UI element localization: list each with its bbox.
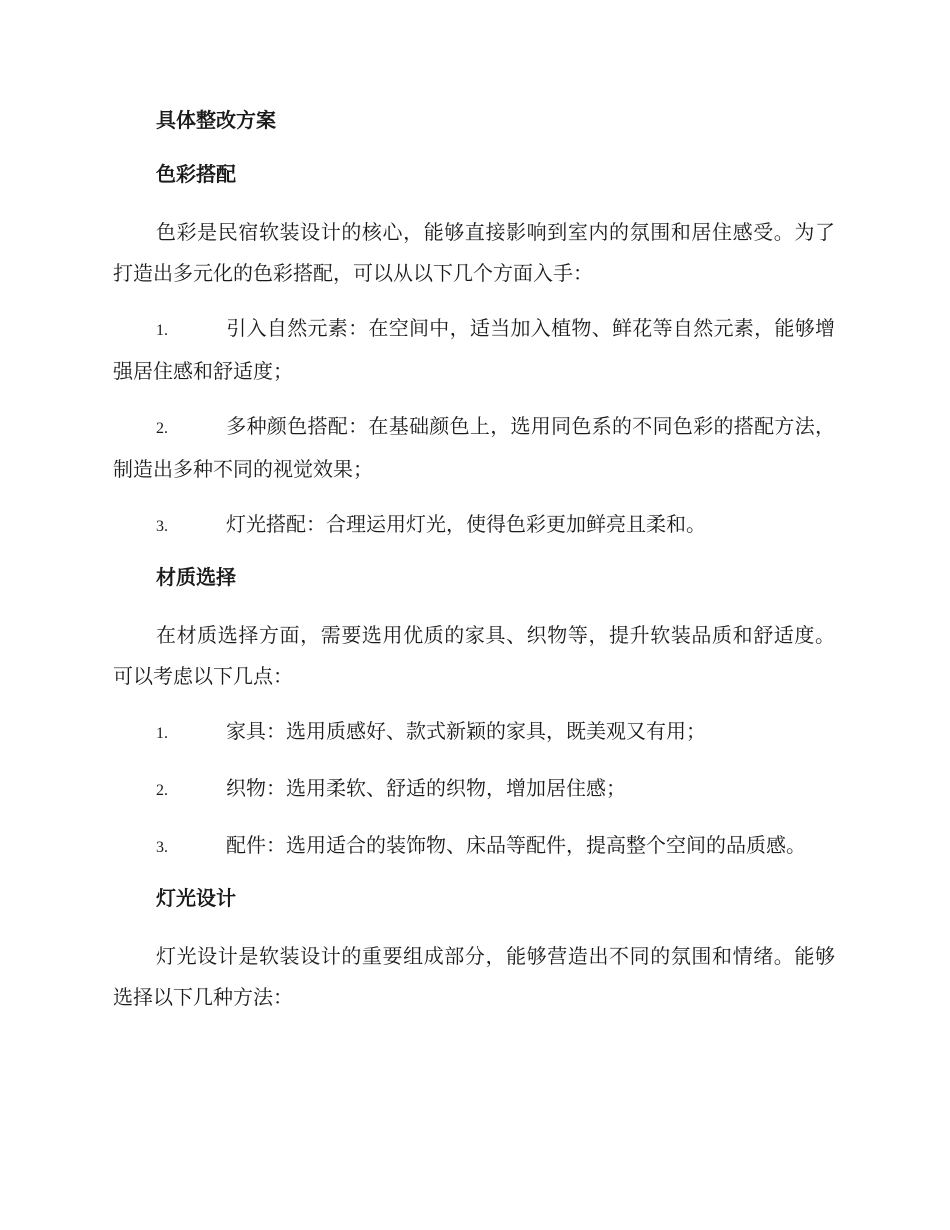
section-heading-plan: 具体整改方案 bbox=[156, 108, 276, 132]
lighting-intro-paragraph: 灯光设计是软装设计的重要组成部分，能够营造出不同的氛围和情绪。能够选择以下几种方法： bbox=[113, 944, 835, 1009]
list-text: 配件：选用适合的装饰物、床品等配件，提高整个空间的品质感。 bbox=[226, 833, 806, 857]
list-item bbox=[113, 406, 835, 490]
list-number: 2. bbox=[156, 420, 168, 437]
list-text: 多种颜色搭配：在基础颜色上，选用同色系的不同色彩的搭配方法，制造出多种不同的视觉效果； bbox=[113, 414, 835, 481]
list-item bbox=[113, 711, 835, 754]
list-item bbox=[113, 825, 835, 868]
list-number: 3. bbox=[156, 518, 168, 535]
section-heading-lighting: 灯光设计 bbox=[156, 886, 236, 910]
list-item bbox=[113, 768, 835, 811]
list-text: 家具：选用质感好、款式新颖的家具，既美观又有用； bbox=[226, 719, 706, 743]
list-number: 2. bbox=[156, 782, 168, 799]
list-item bbox=[113, 504, 835, 547]
list-text: 引入自然元素：在空间中，适当加入植物、鲜花等自然元素，能够增强居住感和舒适度； bbox=[113, 316, 835, 383]
material-intro-paragraph: 在材质选择方面，需要选用优质的家具、织物等，提升软装品质和舒适度。可以考虑以下几点： bbox=[113, 623, 835, 688]
list-number: 1. bbox=[156, 322, 168, 339]
list-text: 灯光搭配：合理运用灯光，使得色彩更加鲜亮且柔和。 bbox=[226, 512, 706, 536]
section-heading-material: 材质选择 bbox=[156, 565, 236, 589]
section-heading-color: 色彩搭配 bbox=[156, 162, 236, 186]
list-number: 3. bbox=[156, 839, 168, 856]
list-number: 1. bbox=[156, 725, 168, 742]
color-intro-paragraph: 色彩是民宿软装设计的核心，能够直接影响到室内的氛围和居住感受。为了打造出多元化的色彩搭配，可以从以下几个方面入手： bbox=[113, 220, 835, 285]
document-body bbox=[113, 104, 835, 1032]
list-text: 织物：选用柔软、舒适的织物，增加居住感； bbox=[226, 776, 626, 800]
list-item bbox=[113, 308, 835, 392]
